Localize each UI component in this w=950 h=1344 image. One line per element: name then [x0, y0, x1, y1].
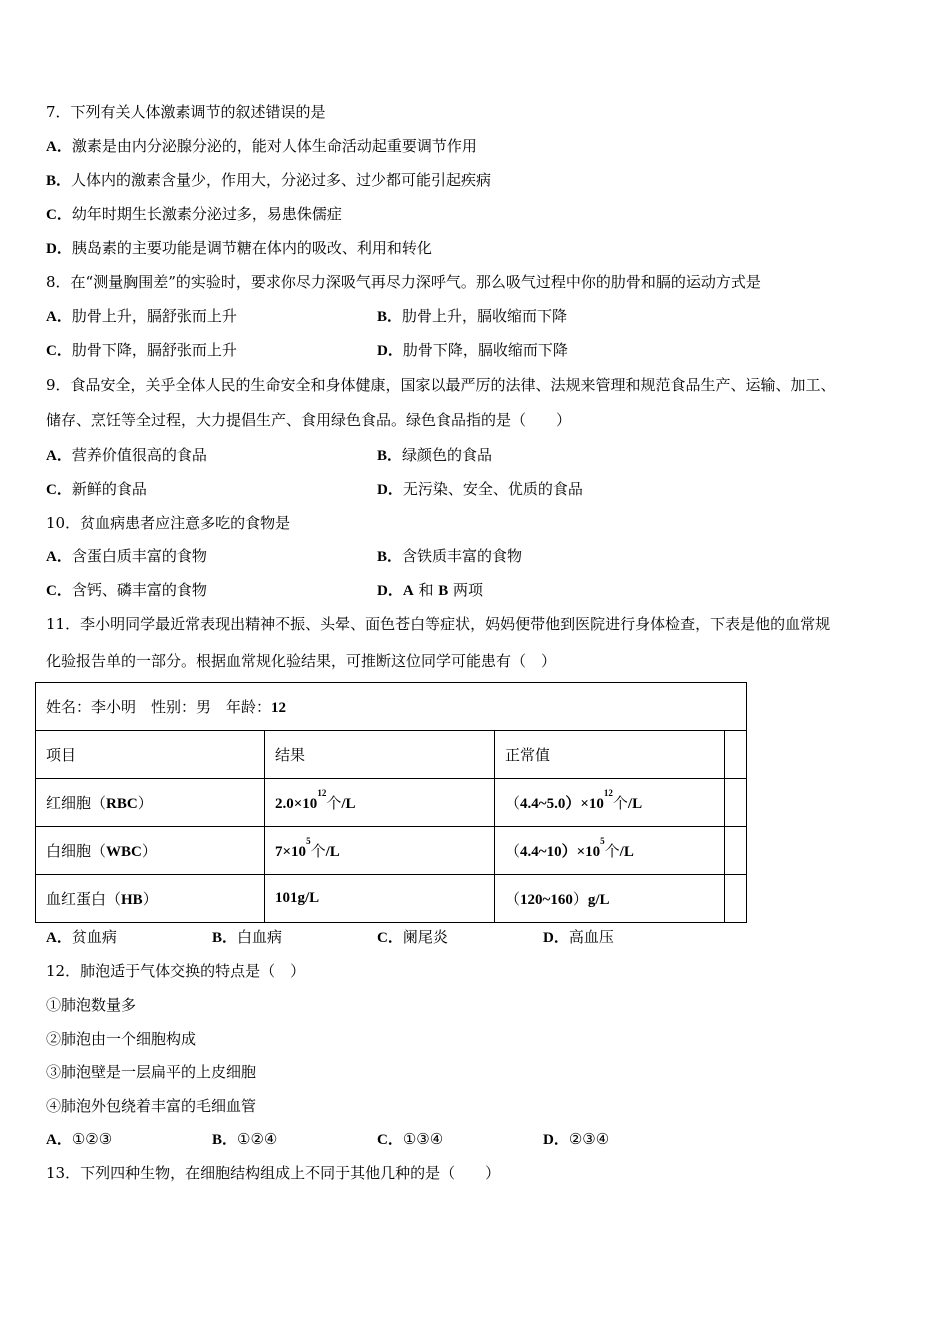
table-row — [36, 779, 747, 827]
option-label: B． — [377, 448, 403, 464]
patient-age: 12 — [271, 700, 287, 716]
item-name: 血红蛋白（ — [46, 890, 122, 908]
result-value: 101g/L — [275, 890, 320, 906]
option-text: 人体内的激素含量少，作用大，分泌过多、过少都可能引起疾病 — [71, 171, 492, 189]
option-label: B． — [212, 1132, 238, 1148]
option-label: C． — [46, 583, 72, 599]
q12-option-a — [46, 1129, 112, 1150]
q9-stem-line1: 9．食品安全，关乎全体人民的生命安全和身体健康，国家以最严厉的法律、法规来管理和规范食品生产、运输、加工、 — [46, 376, 836, 394]
option-text: 白血病 — [237, 928, 283, 946]
normal-unit: g/L — [587, 892, 610, 908]
normal-mid: ）×10 — [561, 844, 601, 860]
option-text: 含蛋白质丰富的食物 — [71, 547, 207, 565]
patient-info-cell — [36, 683, 747, 731]
row-result — [265, 827, 495, 875]
table-row — [36, 875, 747, 923]
header-normal: 正常值 — [495, 731, 725, 779]
q9-option-d — [377, 479, 583, 500]
item-close: ） — [137, 794, 153, 812]
row-item — [36, 779, 265, 827]
table-cell-empty — [725, 779, 747, 827]
patient-info-text: 姓名：李小明 性别：男 年龄： — [46, 698, 272, 716]
header-result: 结果 — [265, 731, 495, 779]
q12-option-c — [377, 1129, 443, 1150]
result-unit-cn: 个 — [326, 794, 342, 812]
q11-stem-line1: 11．李小明同学最近常表现出精神不振、头晕、面色苍白等症状，妈妈便带他到医院进行身体检查，下表是他的血常规 — [46, 615, 831, 633]
option-label: D． — [377, 343, 403, 359]
normal-exponent: 5 — [600, 836, 605, 846]
row-normal — [495, 875, 725, 923]
option-label: C． — [46, 343, 72, 359]
header-item: 项目 — [36, 731, 265, 779]
row-item — [36, 827, 265, 875]
option-label: D． — [543, 930, 569, 946]
q8-stem: 8．在“测量胸围差”的实验时，要求你尽力深吸气再尽力深呼气。那么吸气过程中你的肋骨和膈的运动方式是 — [46, 273, 761, 291]
result-unit: /L — [341, 796, 356, 812]
option-label: A． — [46, 930, 72, 946]
option-text: 无污染、安全、优质的食品 — [402, 480, 583, 498]
option-label: A． — [46, 309, 72, 325]
option-text-b: B — [438, 583, 449, 599]
q11-option-d — [543, 927, 614, 948]
result-unit-cn: 个 — [310, 842, 326, 860]
result-value: 2.0×10 — [275, 796, 318, 812]
row-result — [265, 875, 495, 923]
option-label: D． — [377, 583, 403, 599]
q7-stem: 7．下列有关人体激素调节的叙述错误的是 — [46, 103, 326, 121]
option-label: B． — [377, 309, 403, 325]
option-text: 新鲜的食品 — [71, 480, 147, 498]
result-exponent: 5 — [306, 836, 311, 846]
option-label: B． — [46, 173, 72, 189]
item-name: 红细胞（ — [46, 794, 107, 812]
table-cell-empty — [725, 731, 747, 779]
normal-mid: ）×10 — [565, 796, 604, 812]
normal-mid: ） — [572, 890, 588, 908]
option-label: D． — [46, 241, 72, 257]
q12-option-d — [543, 1129, 609, 1150]
q9-option-c — [46, 479, 147, 500]
q10-option-b — [377, 546, 522, 567]
patient-info-row — [36, 683, 747, 731]
normal-open: （ — [505, 794, 521, 812]
q8-option-a — [46, 306, 237, 327]
q10-option-d — [377, 580, 483, 601]
option-label: B． — [377, 549, 403, 565]
option-text: ①②③ — [71, 1130, 113, 1148]
table-row — [36, 827, 747, 875]
item-name: 白细胞（ — [46, 842, 107, 860]
row-normal — [495, 827, 725, 875]
table-header-row — [36, 731, 747, 779]
option-text: 幼年时期生长激素分泌过多，易患侏儒症 — [71, 205, 342, 223]
q9-option-a — [46, 445, 207, 466]
option-text: 高血压 — [568, 928, 614, 946]
row-result — [265, 779, 495, 827]
normal-range: 120~160 — [520, 892, 573, 908]
option-text: 贫血病 — [71, 928, 117, 946]
q7-option-b — [46, 170, 491, 191]
option-label: A． — [46, 448, 72, 464]
option-text: 肋骨下降，膈收缩而下降 — [402, 341, 568, 359]
normal-unit: /L — [627, 796, 643, 812]
q7-option-a — [46, 136, 477, 157]
option-label: C． — [377, 1132, 403, 1148]
option-text: 肋骨上升，膈收缩而下降 — [402, 307, 568, 325]
option-text: 激素是由内分泌腺分泌的，能对人体生命活动起重要调节作用 — [71, 137, 477, 155]
option-label: A． — [46, 549, 72, 565]
normal-range: 4.4~10 — [520, 844, 562, 860]
option-text: 营养价值很高的食品 — [71, 446, 207, 464]
q11-option-a — [46, 927, 117, 948]
result-exponent: 12 — [317, 788, 327, 798]
option-label: C． — [46, 482, 72, 498]
q10-stem: 10．贫血病患者应注意多吃的食物是 — [46, 514, 291, 532]
result-value: 7×10 — [275, 844, 307, 860]
option-text-both: 两项 — [448, 581, 484, 599]
option-label: A． — [46, 1132, 72, 1148]
normal-unit: /L — [619, 844, 634, 860]
option-label: D． — [377, 482, 403, 498]
normal-open: （ — [505, 842, 521, 860]
result-unit: /L — [325, 844, 340, 860]
normal-unit-cn: 个 — [604, 842, 620, 860]
option-label: C． — [46, 207, 72, 223]
q12-statement-3: ③肺泡壁是一层扁平的上皮细胞 — [46, 1063, 257, 1081]
option-text: 胰岛素的主要功能是调节糖在体内的吸改、利用和转化 — [71, 239, 432, 257]
q9-option-b — [377, 445, 492, 466]
q10-option-a — [46, 546, 207, 567]
option-text: 绿颜色的食品 — [402, 446, 493, 464]
normal-exponent: 12 — [603, 788, 613, 798]
item-abbr: HB — [121, 892, 143, 908]
q12-option-b — [212, 1129, 277, 1150]
q12-statement-4: ④肺泡外包绕着丰富的毛细血管 — [46, 1097, 257, 1115]
option-text: 阑尾炎 — [402, 928, 448, 946]
option-label: B． — [212, 930, 238, 946]
table-cell-empty — [725, 875, 747, 923]
option-text: 含钙、磷丰富的食物 — [71, 581, 207, 599]
option-text: ①③④ — [402, 1130, 444, 1148]
table-cell-empty — [725, 827, 747, 875]
q12-stem: 12．肺泡适于气体交换的特点是（ ） — [46, 962, 306, 980]
q8-option-c — [46, 340, 237, 361]
normal-open: （ — [505, 890, 521, 908]
blood-test-table — [35, 682, 747, 923]
item-abbr: RBC — [106, 796, 138, 812]
normal-unit-cn: 个 — [612, 794, 628, 812]
q11-option-c — [377, 927, 448, 948]
item-close: ） — [141, 842, 157, 860]
option-label: C． — [377, 930, 403, 946]
option-text: 肋骨上升，膈舒张而上升 — [71, 307, 237, 325]
option-text-a: A — [402, 583, 414, 599]
item-close: ） — [142, 890, 158, 908]
option-label: A． — [46, 139, 72, 155]
row-normal — [495, 779, 725, 827]
q12-statement-1: ①肺泡数量多 — [46, 996, 137, 1014]
q7-option-d — [46, 238, 432, 259]
q9-stem-line2: 储存、烹饪等全过程，大力提倡生产、食用绿色食品。绿色食品指的是（ ） — [46, 411, 572, 429]
q8-option-d — [377, 340, 568, 361]
option-text: 含铁质丰富的食物 — [402, 547, 523, 565]
normal-range: 4.4~5.0 — [520, 796, 566, 812]
q8-option-b — [377, 306, 567, 327]
option-text-and: 和 — [413, 581, 439, 599]
option-text: ①②④ — [237, 1130, 278, 1148]
q11-stem-line2: 化验报告单的一部分。根据血常规化验结果，可推断这位同学可能患有（ ） — [46, 652, 557, 670]
row-item — [36, 875, 265, 923]
q11-option-b — [212, 927, 282, 948]
item-abbr: WBC — [106, 844, 142, 860]
q10-option-c — [46, 580, 207, 601]
q12-statement-2: ②肺泡由一个细胞构成 — [46, 1030, 197, 1048]
q7-option-c — [46, 204, 342, 225]
option-text: 肋骨下降，膈舒张而上升 — [71, 341, 237, 359]
option-label: D． — [543, 1132, 569, 1148]
q13-stem: 13．下列四种生物，在细胞结构组成上不同于其他几种的是（ ） — [46, 1164, 501, 1182]
option-text: ②③④ — [568, 1130, 610, 1148]
